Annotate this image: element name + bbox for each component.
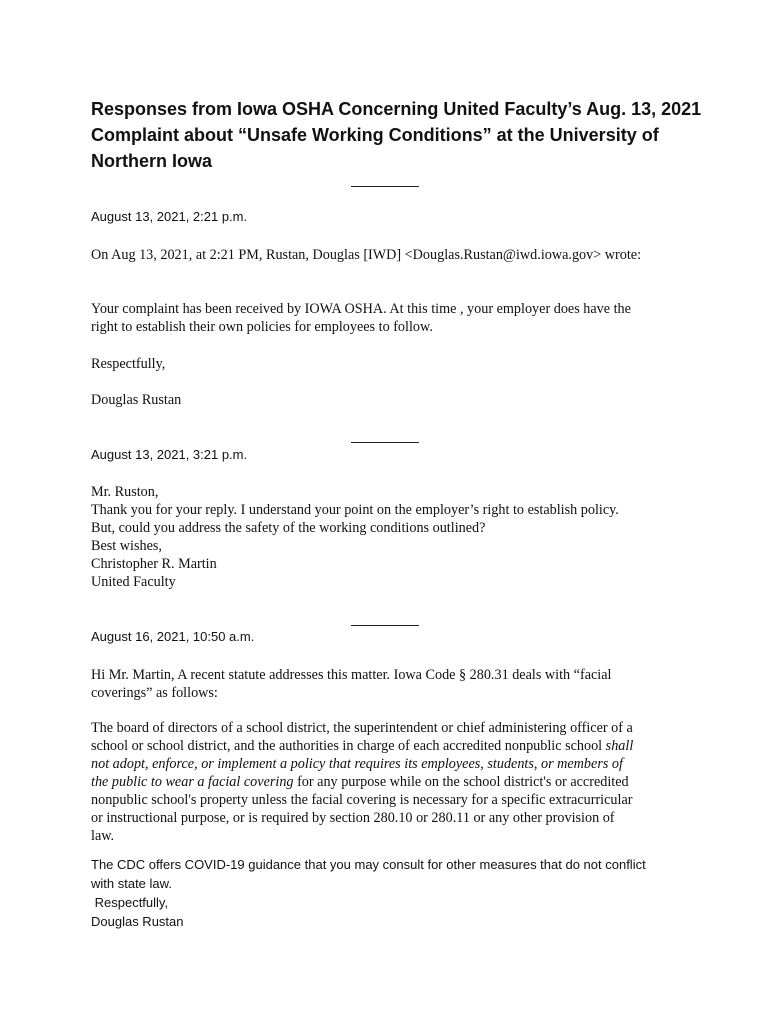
body-line: Thank you for your reply. I understand your point on the employer’s right to establish policy. — [91, 502, 619, 518]
email1-header: On Aug 13, 2021, at 2:21 PM, Rustan, Douglas [IWD] <Douglas.Rustan@iwd.iowa.gov> wrote: — [91, 247, 642, 263]
separator-rule — [351, 186, 419, 187]
body-line: The CDC offers COVID-19 guidance that you may consult for other measures that do not conflict — [91, 857, 646, 872]
body-line: Your complaint has been received by IOWA OSHA. At this time , your employer does have the — [91, 301, 631, 317]
title-line: Responses from Iowa OSHA Concerning United Faculty’s Aug. 13, 2021 — [91, 99, 702, 119]
email3-intro — [91, 666, 691, 702]
body-line: Hi Mr. Martin, A recent statute addresses this matter. Iowa Code § 280.31 deals with “facial — [91, 667, 612, 683]
email1-signature: Douglas Rustan — [91, 392, 182, 408]
email3-date: August 16, 2021, 10:50 a.m. — [91, 629, 255, 644]
body-line: Mr. Ruston, — [91, 484, 159, 500]
body-line: United Faculty — [91, 574, 176, 590]
title-line: Northern Iowa — [91, 151, 213, 171]
email2-date: August 13, 2021, 3:21 p.m. — [91, 447, 248, 462]
email1-date: August 13, 2021, 2:21 p.m. — [91, 209, 248, 224]
title-line: Complaint about “Unsafe Working Conditions” at the University of — [91, 125, 659, 145]
body-line: coverings” as follows: — [91, 685, 218, 701]
body-line: right to establish their own policies for employees to follow. — [91, 319, 433, 335]
body-line: Christopher R. Martin — [91, 556, 217, 572]
email1-closing: Respectfully, — [91, 356, 166, 372]
email3-closing: Respectfully, — [91, 895, 169, 910]
separator-rule — [351, 625, 419, 626]
body-line: with state law. — [91, 876, 172, 891]
document-title — [91, 96, 711, 174]
separator-rule — [351, 442, 419, 443]
cdc-guidance — [91, 855, 691, 931]
email3-signature: Douglas Rustan — [91, 914, 184, 929]
email2-body — [91, 483, 691, 591]
statute-quote: The board of directors of a school district, the superintendent or chief administering officer of a school or school district, and the authorities in charge of each accredited nonpublic school shall not adopt, enforce, or implement a policy that requires its employees, students, or members of the public to wear a facial covering for any purpose while on the school district's or accredited nonpublic school's property unless the facial covering is necessary for a specific extracurricular or instructional purpose, or is required by section 280.10 or 280.11 or any other provision of law. — [91, 720, 634, 844]
email1-body — [91, 300, 691, 336]
body-line: Best wishes, — [91, 538, 162, 554]
body-line: But, could you address the safety of the working conditions outlined? — [91, 520, 486, 536]
